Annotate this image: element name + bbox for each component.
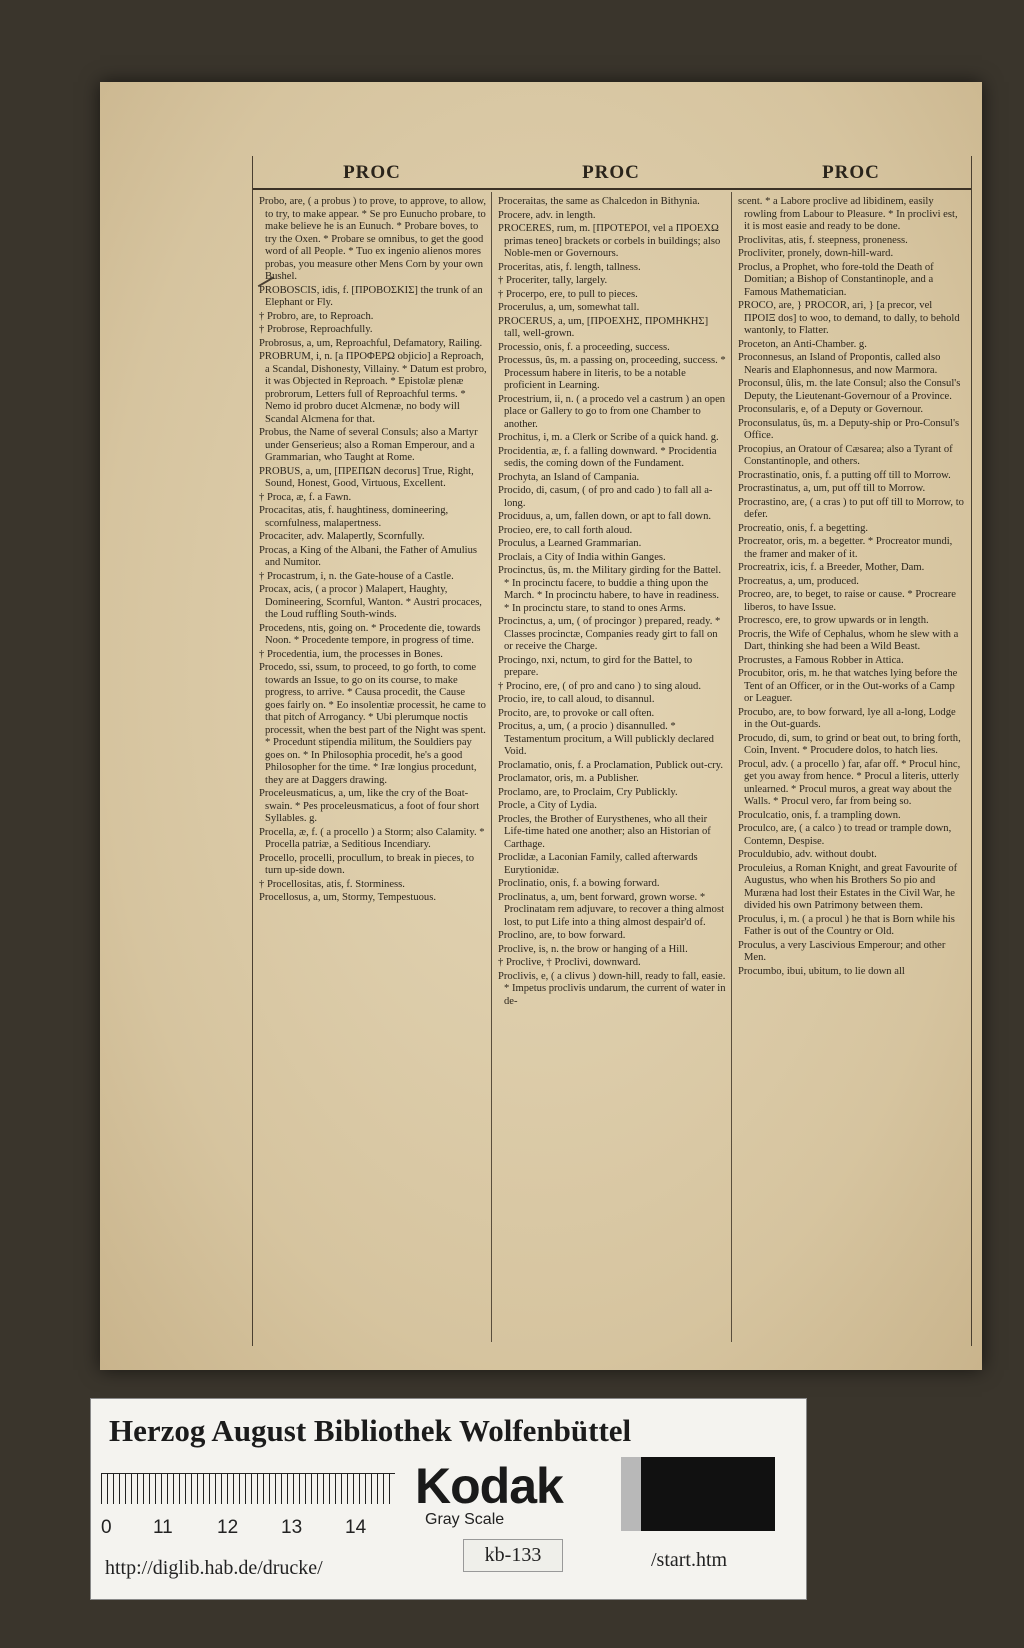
dictionary-entry: Proceraitas, the same as Chalcedon in Bithynia.	[498, 196, 700, 207]
dictionary-entry: Procella, æ, f. ( a procello ) a Storm; also Calamity. * Procella patriæ, a Seditious Incendiary.	[259, 826, 485, 850]
dictionary-entry: Procello, procelli, procullum, to break in pieces, to turn up-side down.	[259, 852, 475, 876]
dictionary-entry: Proculus, i, m. ( a procul ) he that is Born while his Father is out of the Country or Old.	[738, 913, 955, 937]
dictionary-entry: Processio, onis, f. a proceeding, success.	[498, 341, 670, 353]
dictionary-entry: Procerulus, a, um, somewhat tall.	[498, 302, 640, 313]
dictionary-entry: Procrastinatus, a, um, put off till to Morrow.	[738, 483, 926, 494]
scale-ruler	[101, 1473, 395, 1504]
library-url: http://diglib.hab.de/drucke/	[105, 1557, 323, 1579]
dictionary-entry: Proconsularis, e, of a Deputy or Governour.	[738, 404, 924, 415]
library-target-card	[90, 1398, 807, 1600]
dictionary-entry: Proclinatus, a, um, bent forward, grown worse. * Proclinatam rem adjuvare, to recover a thing almost lost, to put Life into a thing almost despair'd of.	[498, 891, 725, 928]
dictionary-column-1	[259, 196, 487, 1336]
dictionary-entry: Proculco, are, ( a calco ) to tread or trample down, Contemn, Despise.	[738, 823, 952, 847]
column-header-1: PROC	[343, 162, 401, 183]
scanned-page	[100, 82, 982, 1370]
dictionary-entry: Procedens, ntis, going on. * Procedente die, towards Noon. * Procedente tempore, in progress of time.	[259, 622, 481, 646]
dictionary-entry: Proculdubio, adv. without doubt.	[738, 849, 877, 860]
dictionary-entry: PROBRUM, i, n. [a ΠΡΟΦΕΡΩ objicio] a Reproach, a Scandal, Dishonesty, Villainy. * Datum est probro, it was Objected in Reproach. * Epistolæ plenæ probrorum, Letters full of Reproachful terms. * Nemo id probro ducet Alcmenæ, no body will Scandal Alcmena for that.	[259, 351, 487, 425]
dictionary-entry: Probrosus, a, um, Reproachful, Defamatory, Railing.	[259, 337, 483, 349]
dictionary-entry: Procingo, nxi, nctum, to gird for the Battel, to prepare.	[498, 654, 693, 678]
dictionary-entry: Proclive, is, n. the brow or hanging of a Hill.	[498, 943, 688, 955]
dictionary-entry: † Procellositas, atis, f. Storminess.	[259, 878, 405, 890]
dictionary-entry: Procopius, an Oratour of Cæsarea; also a Tyrant of Constantinople, and others.	[738, 443, 953, 467]
dictionary-entry: † Procerpo, ere, to pull to pieces.	[498, 288, 638, 300]
dictionary-entry: † Procastrum, i, n. the Gate-house of a Castle.	[259, 570, 454, 582]
dictionary-entry: Probus, the Name of several Consuls; also a Martyr under Genserieus; also a Roman Emperour, and a Grammarian, who Taught at Rome.	[259, 427, 478, 463]
dictionary-entry: Procris, the Wife of Cephalus, whom he slew with a Dart, thinking she had been a Wild Beast.	[738, 628, 959, 652]
dictionary-entry: Proclamatio, onis, f. a Proclamation, Publick out-cry.	[498, 759, 723, 771]
dictionary-entry: PROCERUS, a, um, [ΠΡΟΕΧΗΣ, ΠΡΟΜΗΚΗΣ] tall, well-grown.	[498, 315, 709, 339]
scale-number: 14	[345, 1517, 367, 1538]
dictionary-entry: Proceleusmaticus, a, um, like the cry of the Boat-swain. * Pes proceleusmaticus, a foot of four short Syllables. g.	[259, 788, 480, 824]
dictionary-entry: Procul, adv. ( a procello ) far, afar off. * Procul hinc, get you away from hence. * Procul a literis, utterly unlearned. * Procul muros, a great way about the Walls. * Procul vero, far from being so.	[738, 758, 961, 807]
dictionary-entry: Proclivitas, atis, f. steepness, proneness.	[738, 234, 908, 246]
dictionary-entry: Procreatrix, icis, f. a Breeder, Mother, Dam.	[738, 562, 925, 573]
dictionary-entry: Procumbo, ibui, ubitum, to lie down all	[738, 965, 905, 977]
dictionary-entry: † Proca, æ, f. a Fawn.	[259, 491, 352, 503]
dictionary-entry: Procinctus, ûs, m. the Military girding for the Battel. * In procinctu facere, to buddie a thing upon the March. * In procinctu habere, to have in readiness. * In procinctu stare, to stand to ones Arms.	[498, 565, 722, 614]
dictionary-entry: Procles, the Brother of Eurysthenes, who all their Life-time hated one another; also an Historian of Carthage.	[498, 813, 711, 850]
dictionary-entry: scent. * a Labore proclive ad libidinem, easily rowling from Labour to Pleasure. * In proclivi est, it is most easie and ready to be done.	[738, 196, 958, 232]
dictionary-entry: Procas, a King of the Albani, the Father of Amulius and Numitor.	[259, 544, 478, 568]
dictionary-entry: † Probrose, Reproachfully.	[259, 324, 373, 335]
dictionary-entry: Procrastinatio, onis, f. a putting off till to Morrow.	[738, 469, 951, 481]
kodak-block	[415, 1457, 615, 1529]
scale-number: 13	[281, 1517, 303, 1538]
dictionary-entry: Procliviter, pronely, down-hill-ward.	[738, 248, 894, 259]
library-name: Herzog August Bibliothek Wolfenbüttel	[109, 1413, 632, 1448]
dictionary-entry: Processus, ûs, m. a passing on, proceeding, success. * Processum habere in literis, to be a notable proficient in Learning.	[498, 355, 726, 391]
dictionary-entry: Procrastino, are, ( a cras ) to put off till to Morrow, to defer.	[738, 496, 964, 520]
dictionary-entry: Proculus, a Learned Grammarian.	[498, 538, 642, 549]
dictionary-entry: † Procino, ere, ( of pro and cano ) to sing aloud.	[498, 680, 701, 692]
dictionary-entry: Proclino, are, to bow forward.	[498, 930, 626, 941]
dictionary-entry: Procellosus, a, um, Stormy, Tempestuous.	[259, 892, 436, 903]
dictionary-entry: Procieo, ere, to call forth aloud.	[498, 524, 633, 536]
scale-number: 0	[101, 1517, 112, 1538]
dictionary-entry: † Probro, are, to Reproach.	[259, 310, 374, 322]
shelfmark-code: kb-133	[463, 1539, 563, 1572]
dictionary-entry: Procidentia, æ, f. a falling downward. * Procidentia sedis, the coming down of the Fundament.	[498, 445, 717, 469]
dictionary-entry: Proclamo, are, to Proclaim, Cry Publickly.	[498, 786, 678, 798]
dictionary-entry: Procreatio, onis, f. a begetting.	[738, 522, 869, 534]
dictionary-entry: Probo, are, ( a probus ) to prove, to approve, to allow, to try, to make appear. * Se pro Eunucho probare, to make believe he is an Eunuch. * Probare boves, to try the Oxen. * Probare se omnibus, to get the good word of all People. * Tuo ex ingenio alienos mores probas, you measure other Mens Corn by your own Bushel.	[259, 196, 487, 282]
dictionary-entry: Procere, adv. in length.	[498, 209, 596, 221]
dictionary-column-2	[498, 196, 726, 1336]
dictionary-entry: Proceton, an Anti-Chamber. g.	[738, 338, 867, 350]
dictionary-entry: Proconsulatus, ûs, m. a Deputy-ship or Pro-Consul's Office.	[738, 417, 960, 441]
column-divider	[731, 192, 732, 1342]
scale-numbers	[101, 1517, 395, 1541]
dictionary-entry: Procle, a City of Lydia.	[498, 800, 597, 811]
dictionary-entry: PROCERES, rum, m. [ΠΡΟΤΕΡΟΙ, vel a ΠΡΟΕΧΩ primas teneo] brackets or corbels in buildings; also Noble-men or Governours.	[498, 223, 721, 259]
scale-number: 12	[217, 1517, 239, 1538]
dictionary-entry: Proconsul, ûlis, m. the late Consul; also the Consul's Deputy, the Lieutenant-Governour of a Province.	[738, 378, 961, 402]
dictionary-entry: Prociduus, a, um, fallen down, or apt to fall down.	[498, 511, 712, 522]
scale-number: 11	[153, 1517, 173, 1538]
column-header-3: PROC	[822, 162, 880, 183]
dictionary-entry: Procrustes, a Famous Robber in Attica.	[738, 654, 904, 666]
dictionary-entry: Proculcatio, onis, f. a trampling down.	[738, 809, 901, 821]
dictionary-entry: PROCO, are, } PROCOR, ari, } [a precor, vel ΠΡΟΙΞ dos] to woo, to demand, to dally, to behold wantonly, to Flatter.	[738, 300, 960, 336]
dictionary-entry: Prochitus, i, m. a Clerk or Scribe of a quick hand. g.	[498, 432, 719, 443]
dictionary-entry: Procreo, are, to beget, to raise or cause. * Procreare liberos, to have Issue.	[738, 589, 956, 613]
dictionary-entry: PROBOSCIS, idis, f. [ΠΡΟΒΟΣΚΙΣ] the trunk of an Elephant or Fly.	[259, 284, 483, 308]
dictionary-entry: Procio, ire, to call aloud, to disannul.	[498, 694, 655, 705]
dictionary-entry: Procedo, ssi, ssum, to proceed, to go forth, to come towards an Issue, to go on its course, to make progress, to arrive. * Causa procedit, the Cause goes fairly on. * Eo insolentiæ processit, he came to that pitch of Arrogancy. * Ubi plerumque noctis processit, when the best part of the Night was spent. * Procedunt stipendia militum, the Souldiers pay goes on. * In Philosophia procedit, he's a good Philosopher for the time. * Iræ longius procedunt, they are at Daggers drawing.	[259, 662, 486, 786]
dictionary-entry: Proculus, a very Lascivious Emperour; and other Men.	[738, 939, 946, 963]
dictionary-entry: Procacitas, atis, f. haughtiness, domineering, scornfulness, malapertness.	[259, 505, 449, 529]
dictionary-entry: Proclidæ, a Laconian Family, called afterwards Eurytionidæ.	[498, 852, 698, 876]
dictionary-column-3	[738, 196, 966, 1336]
dictionary-entry: † Procedentia, ium, the processes in Bones.	[259, 648, 443, 660]
dictionary-entry: Procreator, oris, m. a begetter. * Procreator mundi, the framer and maker of it.	[738, 536, 953, 560]
dictionary-entry: Procubo, are, to bow forward, lye all a-long, Lodge in the Out-guards.	[738, 706, 956, 730]
dictionary-entry: Procudo, di, sum, to grind or beat out, to bring forth, Coin, Invent. * Procudere dolos, to hatch lies.	[738, 732, 961, 756]
kodak-logo: Kodak	[415, 1458, 563, 1514]
dictionary-entry: † Proclive, † Proclivi, downward.	[498, 957, 641, 968]
dictionary-entry: † Proceriter, tally, largely.	[498, 275, 608, 286]
dictionary-entry: Procubitor, oris, m. he that watches lying before the Tent of an Officer, or in the Out-works of a Camp or Leaguer.	[738, 668, 958, 704]
dictionary-entry: Proceritas, atis, f. length, tallness.	[498, 261, 641, 273]
column-divider	[491, 192, 492, 1342]
dictionary-entry: Proculeius, a Roman Knight, and great Favourite of Augustus, who when his Brothers So pio and Muræna had lost their Estates in the Civil War, he divided his own Patrimony between them.	[738, 862, 958, 911]
column-header-2: PROC	[582, 162, 640, 183]
dictionary-entry: Prochyta, an Island of Campania.	[498, 471, 640, 483]
dictionary-entry: Procitus, a, um, ( a procio ) disannulled. * Testamentum procitum, a Will publickly declared Void.	[498, 721, 714, 757]
gray-scale-label: Gray Scale	[425, 1511, 505, 1528]
dictionary-entry: Procresco, ere, to grow upwards or in length.	[738, 615, 929, 626]
dictionary-entry: Proclus, a Prophet, who fore-told the Death of Domitian; a Bishop of Constantinople, and a Famous Mathematician.	[738, 261, 934, 298]
dictionary-entry: Proconnesus, an Island of Propontis, called also Nearis and Elaphonnesus, and now Marmora.	[738, 352, 941, 376]
dictionary-entry: Procito, are, to provoke or call often.	[498, 707, 655, 719]
dictionary-entry: Procido, di, casum, ( of pro and cado ) to fall all a-long.	[498, 485, 713, 509]
header-rule	[253, 188, 971, 190]
dictionary-entry: Procax, acis, ( a procor ) Malapert, Haughty, Domineering, Scornful, Wanton. * Austri procaces, the Loud ruffling South-winds.	[259, 584, 482, 620]
dictionary-entry: Procreatus, a, um, produced.	[738, 575, 859, 587]
dictionary-entry: Proclamator, oris, m. a Publisher.	[498, 773, 639, 784]
dictionary-entry: Procaciter, adv. Malapertly, Scornfully.	[259, 531, 425, 542]
text-frame	[252, 156, 972, 1346]
dictionary-entry: Proclivis, e, ( a clivus ) down-hill, ready to fall, easie. * Impetus proclivis undarum, the current of water in de-	[498, 970, 726, 1007]
start-path: /start.htm	[651, 1549, 728, 1571]
dictionary-entry: Procinctus, a, um, ( of procingor ) prepared, ready. * Classes procinctæ, Companies ready girt to fall on or receive the Charge.	[498, 616, 721, 652]
dictionary-entry: Proclais, a City of India within Ganges.	[498, 551, 666, 563]
dictionary-entry: Proclinatio, onis, f. a bowing forward.	[498, 878, 660, 889]
dictionary-entry: PROBUS, a, um, [ΠΡΕΠΩΝ decorus] True, Right, Sound, Honest, Good, Virtuous, Excellent.	[259, 465, 474, 489]
gray-scale-swatch	[621, 1457, 775, 1531]
dictionary-entry: Procestrium, ii, n. ( a procedo vel a castrum ) an open place or Gallery to go to from one Chamber to another.	[498, 393, 726, 430]
